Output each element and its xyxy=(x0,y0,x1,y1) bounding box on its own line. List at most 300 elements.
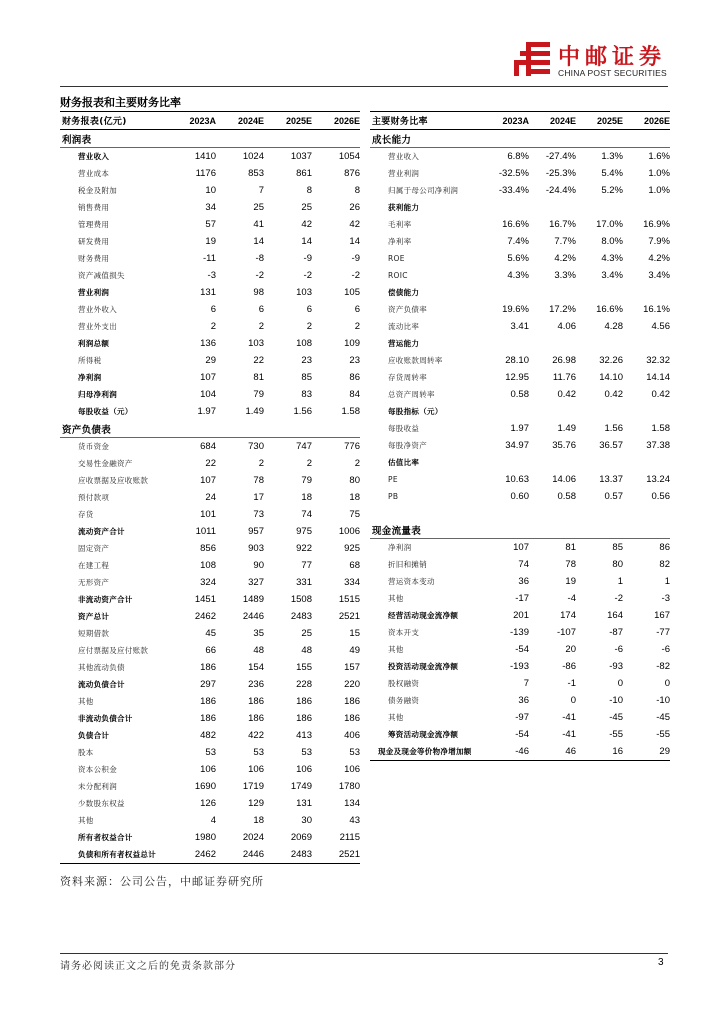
row-label: 营运资本变动 xyxy=(388,577,435,586)
cell-value: 14 xyxy=(301,236,312,247)
cell-value: 68 xyxy=(349,560,360,571)
row-label: PB xyxy=(388,492,399,501)
cell-value: 334 xyxy=(344,577,360,588)
cell-value: 3.4% xyxy=(601,270,623,281)
cell-value: 1508 xyxy=(290,594,312,605)
header-label: 主要财务比率 xyxy=(372,117,428,127)
cell-value: -27.4% xyxy=(545,151,576,162)
row-label: 预付款项 xyxy=(78,493,110,502)
cell-value: 2 xyxy=(258,458,264,469)
cell-value: 1.49 xyxy=(245,406,264,417)
cell-value: 32.32 xyxy=(646,355,670,366)
cell-value: 106 xyxy=(344,764,360,775)
table-spacer xyxy=(370,505,670,521)
cell-value: 174 xyxy=(560,610,576,621)
cell-value: 1011 xyxy=(195,526,216,537)
source-note: 资料来源：公司公告，中邮证券研究所 xyxy=(60,875,264,888)
cell-value: 0.57 xyxy=(604,491,623,502)
cell-value: 876 xyxy=(344,168,360,179)
row-label: 成长能力 xyxy=(372,134,412,146)
row-label: 短期借款 xyxy=(78,629,110,638)
cell-value: 18 xyxy=(349,492,360,503)
table-row xyxy=(370,488,670,505)
cell-value: 81 xyxy=(253,372,264,383)
cell-value: 1.0% xyxy=(648,185,670,196)
logo-chinese-name: 中邮证券 xyxy=(558,45,667,70)
table-row xyxy=(60,301,360,318)
cell-value: 75 xyxy=(349,509,360,520)
table-row xyxy=(370,216,670,233)
row-label: 营运能力 xyxy=(388,339,420,348)
table-row xyxy=(370,641,670,658)
cell-value: 79 xyxy=(253,389,264,400)
cell-value: 81 xyxy=(565,542,576,553)
row-label: 少数股东权益 xyxy=(78,799,125,808)
cell-value: 108 xyxy=(200,560,216,571)
table-row xyxy=(60,642,360,659)
cell-value: -32.5% xyxy=(498,168,529,179)
cell-value: 5.2% xyxy=(601,185,623,196)
cell-value: 155 xyxy=(296,662,312,673)
cell-value: 8.0% xyxy=(601,236,623,247)
row-label: 归母净利润 xyxy=(78,390,117,399)
header-label: 财务报表(亿元) xyxy=(62,117,127,127)
cell-value: 2 xyxy=(354,321,360,332)
logo-english-name: CHINA POST SECURITIES xyxy=(558,68,667,78)
china-post-logo-icon xyxy=(512,40,552,80)
cell-value: 2 xyxy=(258,321,264,332)
table-row xyxy=(60,744,360,761)
cell-value: 1451 xyxy=(194,594,216,605)
cell-value: 853 xyxy=(248,168,264,179)
cell-value: 7.9% xyxy=(648,236,670,247)
cell-value: 228 xyxy=(296,679,312,690)
page-number: 3 xyxy=(658,957,664,968)
cell-value: 107 xyxy=(200,372,216,383)
cell-value: -87 xyxy=(609,627,623,638)
cell-value: -24.4% xyxy=(545,185,576,196)
table-row xyxy=(60,778,360,795)
table-row xyxy=(370,148,670,165)
row-label: 流动比率 xyxy=(388,322,420,331)
cell-value: 16.7% xyxy=(549,219,576,230)
cell-value: 46 xyxy=(565,746,576,757)
table-row xyxy=(60,250,360,267)
row-label: 财务费用 xyxy=(78,254,110,263)
cell-value: 186 xyxy=(200,696,216,707)
cell-value: 41 xyxy=(253,219,264,230)
row-label: 流动负债合计 xyxy=(78,680,125,689)
cell-value: 0.42 xyxy=(557,389,576,400)
cell-value: 3.3% xyxy=(554,270,576,281)
cell-value: 4.06 xyxy=(557,321,576,332)
header-year: 2025E xyxy=(285,115,312,126)
row-label: 营业收入 xyxy=(388,152,420,161)
cell-value: 1749 xyxy=(290,781,312,792)
cell-value: 25 xyxy=(301,628,312,639)
row-label: 固定资产 xyxy=(78,544,110,553)
row-label: 其他 xyxy=(388,713,404,722)
cell-value: -1 xyxy=(567,678,576,689)
row-label: 资本公积金 xyxy=(78,765,117,774)
cell-value: 186 xyxy=(296,713,312,724)
table-row xyxy=(60,693,360,710)
table-row xyxy=(370,318,670,335)
cell-value: -41 xyxy=(562,712,576,723)
cell-value: -2 xyxy=(255,270,264,281)
cell-value: 24 xyxy=(205,492,216,503)
cell-value: -10 xyxy=(656,695,670,706)
cell-value: 136 xyxy=(200,338,216,349)
table-row xyxy=(370,675,670,692)
row-label: 存货 xyxy=(78,510,94,519)
cell-value: 103 xyxy=(248,338,264,349)
table-row xyxy=(60,489,360,506)
table-header-row xyxy=(60,111,360,130)
cell-value: 106 xyxy=(200,764,216,775)
table-header-row xyxy=(370,111,670,130)
cell-value: 957 xyxy=(248,526,264,537)
cell-value: 14 xyxy=(253,236,264,247)
cell-value: -86 xyxy=(562,661,576,672)
cell-value: 1410 xyxy=(194,151,216,162)
cell-value: 14.14 xyxy=(646,372,670,383)
table-row xyxy=(370,352,670,369)
cell-value: 35 xyxy=(253,628,264,639)
table-row xyxy=(370,726,670,743)
cell-value: -9 xyxy=(351,253,360,264)
cell-value: 3.4% xyxy=(648,270,670,281)
header-year: 2023A xyxy=(502,115,529,126)
cell-value: 84 xyxy=(349,389,360,400)
cell-value: 201 xyxy=(513,610,529,621)
cell-value: -8 xyxy=(255,253,264,264)
table-row xyxy=(60,591,360,608)
cell-value: 80 xyxy=(612,559,623,570)
row-label: 未分配利润 xyxy=(78,782,117,791)
cell-value: 1.97 xyxy=(197,406,216,417)
cell-value: 0 xyxy=(617,678,623,689)
cell-value: 1.58 xyxy=(651,423,670,434)
cell-value: 37.38 xyxy=(646,440,670,451)
cell-value: 1 xyxy=(664,576,670,587)
row-label: 经营活动现金流净额 xyxy=(388,611,459,620)
cell-value: 331 xyxy=(296,577,312,588)
cell-value: 1980 xyxy=(194,832,216,843)
cell-value: 53 xyxy=(205,747,216,758)
cell-value: 7 xyxy=(523,678,529,689)
header-year: 2025E xyxy=(596,115,623,126)
table-row xyxy=(60,284,360,301)
cell-value: 1.49 xyxy=(557,423,576,434)
row-label: 投资活动现金流净额 xyxy=(388,662,459,671)
table-row xyxy=(370,743,670,761)
cell-value: -55 xyxy=(609,729,623,740)
cell-value: -55 xyxy=(656,729,670,740)
financial-ratios-table xyxy=(370,111,670,761)
cell-value: 186 xyxy=(248,713,264,724)
cell-value: 17.2% xyxy=(549,304,576,315)
cell-value: 26.98 xyxy=(552,355,576,366)
section-header-row xyxy=(370,521,670,539)
table-row xyxy=(60,438,360,455)
table-row xyxy=(60,216,360,233)
table-row xyxy=(60,233,360,250)
cell-value: 776 xyxy=(344,441,360,452)
table-row xyxy=(60,829,360,846)
cell-value: 6.8% xyxy=(507,151,529,162)
cell-value: 0.58 xyxy=(510,389,529,400)
cell-value: 1780 xyxy=(338,781,360,792)
row-label: 估值比率 xyxy=(388,458,420,467)
row-label: 所有者权益合计 xyxy=(78,833,133,842)
cell-value: 73 xyxy=(253,509,264,520)
cell-value: 0.60 xyxy=(510,491,529,502)
cell-value: 105 xyxy=(344,287,360,298)
cell-value: 1489 xyxy=(242,594,264,605)
cell-value: 17.0% xyxy=(596,219,623,230)
cell-value: 2024 xyxy=(242,832,264,843)
row-label: 营业利润 xyxy=(78,288,110,297)
cell-value: 6 xyxy=(258,304,264,315)
section-header-row xyxy=(60,130,360,148)
cell-value: 25 xyxy=(301,202,312,213)
row-label: 负债和所有者权益总计 xyxy=(78,850,156,859)
row-label: 资产总计 xyxy=(78,612,110,621)
cell-value: -6 xyxy=(614,644,623,655)
cell-value: 413 xyxy=(296,730,312,741)
cell-value: 22 xyxy=(205,458,216,469)
row-label: 获利能力 xyxy=(388,203,420,212)
cell-value: 747 xyxy=(296,441,312,452)
cell-value: 23 xyxy=(301,355,312,366)
section-header-row xyxy=(370,130,670,148)
cell-value: 1006 xyxy=(338,526,360,537)
cell-value: 36 xyxy=(518,695,529,706)
cell-value: 101 xyxy=(200,509,216,520)
cell-value: 0.56 xyxy=(651,491,670,502)
cell-value: -41 xyxy=(562,729,576,740)
cell-value: 1054 xyxy=(338,151,360,162)
cell-value: 16.6% xyxy=(502,219,529,230)
cell-value: -193 xyxy=(509,661,529,672)
cell-value: 4.56 xyxy=(651,321,670,332)
table-row xyxy=(370,250,670,267)
table-row xyxy=(60,710,360,727)
cell-value: -11 xyxy=(202,253,216,264)
row-label: 其他 xyxy=(78,697,94,706)
cell-value: 856 xyxy=(200,543,216,554)
cell-value: 7.4% xyxy=(507,236,529,247)
table-row xyxy=(60,403,360,420)
row-label: 筹资活动现金流净额 xyxy=(388,730,459,739)
cell-value: 6 xyxy=(306,304,312,315)
table-row xyxy=(370,165,670,182)
cell-value: -2 xyxy=(303,270,312,281)
cell-value: 11.76 xyxy=(552,372,576,383)
table-row xyxy=(370,454,670,471)
cell-value: 57 xyxy=(205,219,216,230)
row-label: 非流动负债合计 xyxy=(78,714,133,723)
table-row xyxy=(60,506,360,523)
cell-value: 15 xyxy=(349,628,360,639)
cell-value: -3 xyxy=(661,593,670,604)
row-label: 每股指标（元） xyxy=(388,407,443,416)
table-row xyxy=(370,539,670,556)
cell-value: 1.56 xyxy=(293,406,312,417)
cell-value: 186 xyxy=(200,662,216,673)
table-row xyxy=(60,165,360,182)
cell-value: -9 xyxy=(303,253,312,264)
cell-value: 14.06 xyxy=(552,474,576,485)
cell-value: 14 xyxy=(349,236,360,247)
cell-value: 2 xyxy=(210,321,216,332)
table-row xyxy=(60,846,360,864)
cell-value: 925 xyxy=(344,543,360,554)
cell-value: 129 xyxy=(248,798,264,809)
cell-value: 8 xyxy=(354,185,360,196)
cell-value: -93 xyxy=(609,661,623,672)
cell-value: 2521 xyxy=(338,611,360,622)
cell-value: -10 xyxy=(609,695,623,706)
cell-value: 2446 xyxy=(242,611,264,622)
cell-value: 14.10 xyxy=(599,372,623,383)
row-label: 负债合计 xyxy=(78,731,110,740)
table-row xyxy=(370,335,670,352)
row-label: 其他 xyxy=(78,816,94,825)
header-year: 2026E xyxy=(333,115,360,126)
table-row xyxy=(60,676,360,693)
row-label: 税金及附加 xyxy=(78,186,117,195)
cell-value: 6 xyxy=(354,304,360,315)
table-row xyxy=(60,335,360,352)
cell-value: 28.10 xyxy=(505,355,529,366)
cell-value: 36.57 xyxy=(599,440,623,451)
table-row xyxy=(60,727,360,744)
cell-value: 18 xyxy=(253,815,264,826)
cell-value: 107 xyxy=(513,542,529,553)
cell-value: 29 xyxy=(659,746,670,757)
cell-value: 903 xyxy=(248,543,264,554)
row-label: 每股收益 xyxy=(388,424,420,433)
cell-value: -97 xyxy=(515,712,529,723)
cell-value: 86 xyxy=(349,372,360,383)
row-label: 营业外收入 xyxy=(78,305,117,314)
row-label: 利润表 xyxy=(62,134,92,146)
table-row xyxy=(370,556,670,573)
cell-value: 80 xyxy=(349,475,360,486)
cell-value: 109 xyxy=(344,338,360,349)
row-label: 偿债能力 xyxy=(388,288,420,297)
cell-value: 186 xyxy=(248,696,264,707)
cell-value: 10.63 xyxy=(505,474,529,485)
row-label: 总资产周转率 xyxy=(388,390,435,399)
cell-value: -54 xyxy=(515,644,529,655)
table-row xyxy=(370,607,670,624)
cell-value: -2 xyxy=(351,270,360,281)
cell-value: 48 xyxy=(253,645,264,656)
cell-value: 861 xyxy=(296,168,312,179)
cell-value: 4.2% xyxy=(648,253,670,264)
cell-value: 106 xyxy=(296,764,312,775)
cell-value: 684 xyxy=(200,441,216,452)
cell-value: 16.6% xyxy=(596,304,623,315)
table-row xyxy=(370,369,670,386)
row-label: 股本 xyxy=(78,748,94,757)
cell-value: 2446 xyxy=(242,849,264,860)
cell-value: 7 xyxy=(258,185,264,196)
cell-value: 131 xyxy=(200,287,216,298)
table-row xyxy=(370,471,670,488)
cell-value: 98 xyxy=(253,287,264,298)
table-row xyxy=(370,403,670,420)
cell-value: 42 xyxy=(349,219,360,230)
cell-value: 4.2% xyxy=(554,253,576,264)
cell-value: -45 xyxy=(609,712,623,723)
table-row xyxy=(60,812,360,829)
cell-value: 2462 xyxy=(194,849,216,860)
cell-value: -6 xyxy=(661,644,670,655)
cell-value: 236 xyxy=(248,679,264,690)
cell-value: 83 xyxy=(301,389,312,400)
cell-value: 131 xyxy=(296,798,312,809)
header-year: 2024E xyxy=(237,115,264,126)
footer-disclaimer: 请务必阅读正文之后的免责条款部分 xyxy=(60,961,236,972)
table-row xyxy=(370,267,670,284)
row-label: 非流动资产合计 xyxy=(78,595,133,604)
cell-value: 13.37 xyxy=(599,474,623,485)
row-label: 应收账款周转率 xyxy=(388,356,443,365)
cell-value: 186 xyxy=(200,713,216,724)
row-label: 资产负债率 xyxy=(388,305,427,314)
row-label: 在建工程 xyxy=(78,561,110,570)
row-label: 所得税 xyxy=(78,356,102,365)
row-label: ROE xyxy=(388,254,405,263)
cell-value: 104 xyxy=(200,389,216,400)
cell-value: 82 xyxy=(659,559,670,570)
cell-value: 16.9% xyxy=(643,219,670,230)
row-label: 管理费用 xyxy=(78,220,110,229)
cell-value: 103 xyxy=(296,287,312,298)
cell-value: 1024 xyxy=(242,151,264,162)
cell-value: 4.3% xyxy=(507,270,529,281)
table-row xyxy=(60,455,360,472)
cell-value: 48 xyxy=(301,645,312,656)
row-label: 交易性金融资产 xyxy=(78,459,133,468)
cell-value: 154 xyxy=(248,662,264,673)
cell-value: 297 xyxy=(200,679,216,690)
row-label: 研发费用 xyxy=(78,237,110,246)
row-label: 净利率 xyxy=(388,237,412,246)
cell-value: 406 xyxy=(344,730,360,741)
cell-value: 167 xyxy=(654,610,670,621)
table-row xyxy=(60,659,360,676)
cell-value: 1.3% xyxy=(601,151,623,162)
table-row xyxy=(370,284,670,301)
cell-value: 78 xyxy=(253,475,264,486)
cell-value: 20 xyxy=(565,644,576,655)
header-year: 2024E xyxy=(549,115,576,126)
table-row xyxy=(370,182,670,199)
cell-value: 22 xyxy=(253,355,264,366)
table-row xyxy=(370,301,670,318)
cell-value: 2 xyxy=(354,458,360,469)
cell-value: -17 xyxy=(515,593,529,604)
cell-value: 6 xyxy=(210,304,216,315)
cell-value: 2115 xyxy=(339,832,360,843)
cell-value: 66 xyxy=(205,645,216,656)
cell-value: 19 xyxy=(565,576,576,587)
